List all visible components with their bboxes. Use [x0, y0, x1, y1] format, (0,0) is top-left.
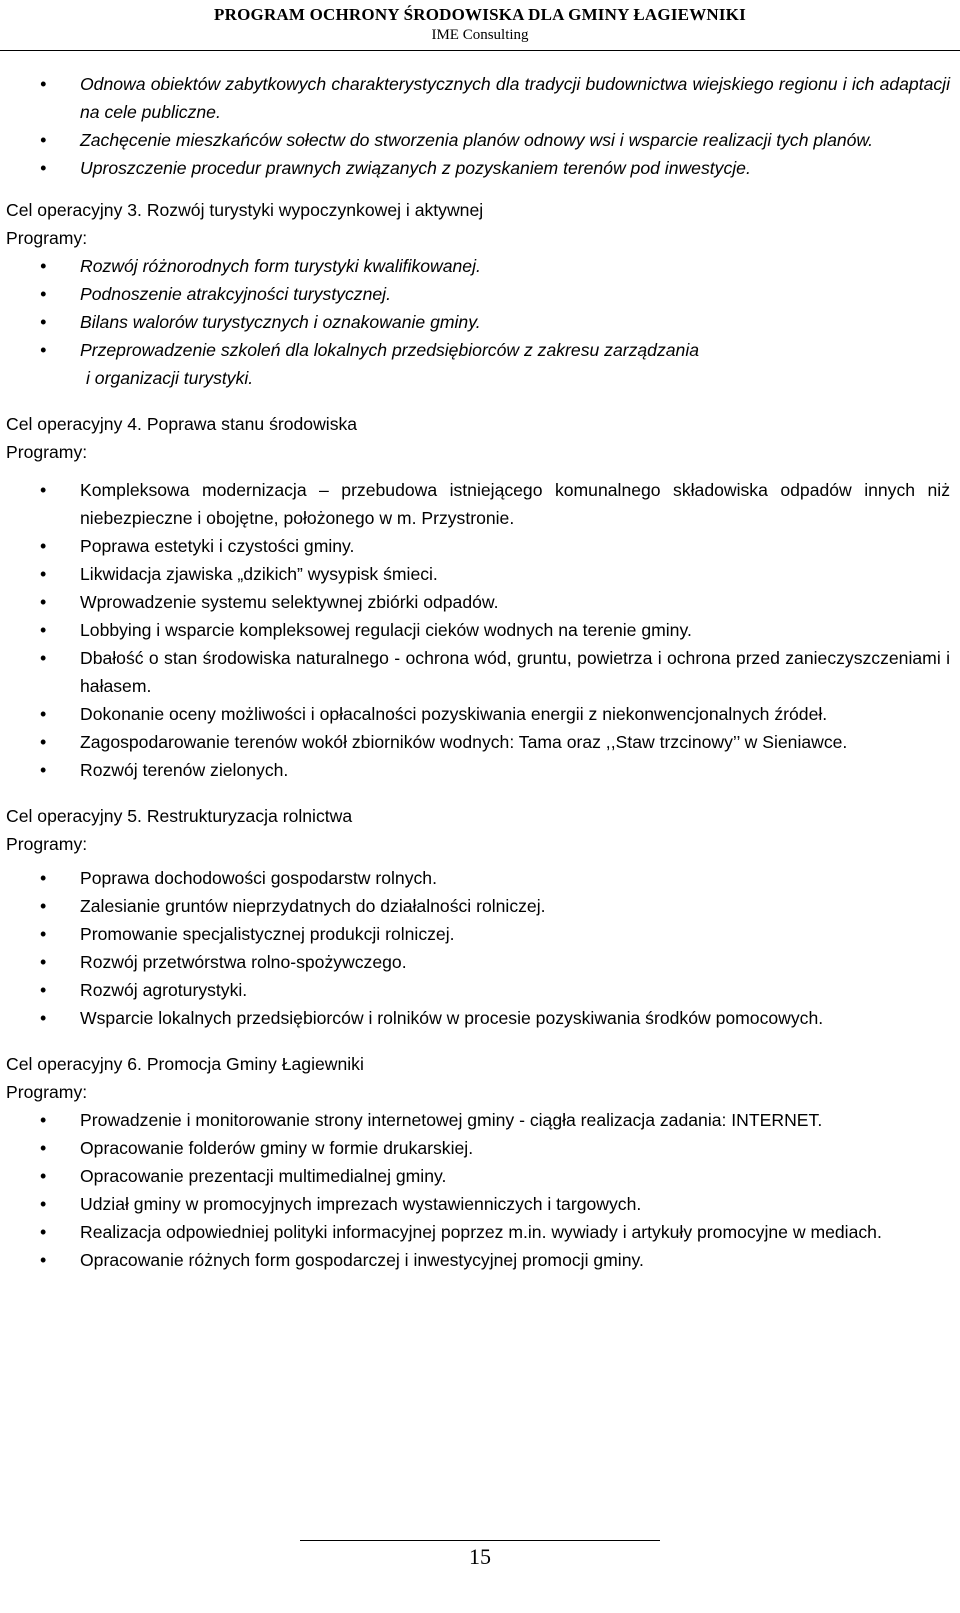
section-cel-6 [6, 1050, 958, 1274]
section-heading: Cel operacyjny 4. Poprawa stanu środowiska [6, 414, 358, 434]
list-item: • Rozwój terenów zielonych. [6, 756, 950, 784]
list-item: • Dbałość o stan środowiska naturalnego - ochrona wód, gruntu, powietrza i ochrona przed zanieczyszczeniami i hałasem. [6, 644, 950, 700]
list-item: • Rozwój różnorodnych form turystyki kwalifikowanej. [6, 252, 958, 280]
programs-label: Programy: [6, 834, 88, 854]
section-heading: Cel operacyjny 5. Restrukturyzacja rolnictwa [6, 806, 353, 826]
programs-label: Programy: [6, 228, 88, 248]
document-subtitle: IME Consulting [431, 27, 529, 43]
programs-list [6, 476, 958, 784]
section-cel-5 [6, 802, 958, 1032]
programs-label: Programy: [6, 1082, 88, 1102]
programs-list [6, 1106, 958, 1274]
list-item: • Realizacja odpowiedniej polityki informacyjnej poprzez m.in. wywiady i artykuły promocyjne w mediach. [6, 1218, 950, 1246]
list-item: • Udział gminy w promocyjnych imprezach wystawienniczych i targowych. [6, 1190, 950, 1218]
document-body [6, 70, 958, 1274]
list-item: • Likwidacja zjawiska „dzikich” wysypisk śmieci. [6, 560, 950, 588]
list-item: • Rozwój agroturystyki. [6, 976, 950, 1004]
page-number: 15 [469, 1544, 491, 1569]
list-item: • Zagospodarowanie terenów wokół zbiorników wodnych: Tama oraz ,,Staw trzcinowy’’ w Sieniawce. [6, 728, 950, 756]
programs-list [6, 252, 958, 392]
list-item: • Wsparcie lokalnych przedsiębiorców i rolników w procesie pozyskiwania środków pomocowych. [6, 1004, 950, 1032]
document-title: PROGRAM OCHRONY ŚRODOWISKA DLA GMINY ŁAGIEWNIKI [214, 5, 746, 24]
list-item: • Prowadzenie i monitorowanie strony internetowej gminy - ciągła realizacja zadania: INTERNET. [6, 1106, 950, 1134]
list-item: • Opracowanie folderów gminy w formie drukarskiej. [6, 1134, 950, 1162]
list-item: • Kompleksowa modernizacja – przebudowa istniejącego komunalnego składowiska odpadów innych niż niebezpieczne i obojętne, położonego w m. Przystronie. [6, 476, 950, 532]
list-item: • Rozwój przetwórstwa rolno-spożywczego. [6, 948, 950, 976]
section-cel-4 [6, 410, 958, 784]
list-item: • Podnoszenie atrakcyjności turystycznej. [6, 280, 958, 308]
list-item: • Dokonanie oceny możliwości i opłacalności pozyskiwania energii z niekonwencjonalnych źródeł. [6, 700, 950, 728]
section-heading: Cel operacyjny 6. Promocja Gminy Łagiewniki [6, 1054, 364, 1074]
list-item: • Przeprowadzenie szkoleń dla lokalnych przedsiębiorców z zakresu zarządzania [6, 336, 958, 364]
section-cel-3 [6, 196, 958, 392]
list-item: • Poprawa dochodowości gospodarstw rolnych. [6, 864, 950, 892]
footer-rule [300, 1540, 660, 1541]
list-item: • Promowanie specjalistycznej produkcji rolniczej. [6, 920, 950, 948]
list-item: • Uproszczenie procedur prawnych związanych z pozyskaniem terenów pod inwestycje. [6, 154, 950, 182]
list-item: • Bilans walorów turystycznych i oznakowanie gminy. [6, 308, 958, 336]
header-rule [0, 50, 960, 51]
programs-label: Programy: [6, 442, 88, 462]
list-item: • Odnowa obiektów zabytkowych charakterystycznych dla tradycji budownictwa wiejskiego regionu i ich adaptacji na cele publiczne. [6, 70, 950, 126]
list-item: • Zachęcenie mieszkańców sołectw do stworzenia planów odnowy wsi i wsparcie realizacji tych planów. [6, 126, 950, 154]
intro-list [6, 70, 958, 182]
page-header [0, 0, 960, 45]
section-heading: Cel operacyjny 3. Rozwój turystyki wypoczynkowej i aktywnej [6, 200, 484, 220]
list-item: • Opracowanie różnych form gospodarczej i inwestycyjnej promocji gminy. [6, 1246, 950, 1274]
list-item: • Opracowanie prezentacji multimedialnej gminy. [6, 1162, 950, 1190]
list-item: • Wprowadzenie systemu selektywnej zbiórki odpadów. [6, 588, 950, 616]
list-item: • Lobbying i wsparcie kompleksowej regulacji cieków wodnych na terenie gminy. [6, 616, 950, 644]
list-item: • Zalesianie gruntów nieprzydatnych do działalności rolniczej. [6, 892, 950, 920]
list-item-continuation: i organizacji turystyki. [86, 368, 254, 388]
programs-list [6, 864, 958, 1032]
list-item: • Poprawa estetyki i czystości gminy. [6, 532, 950, 560]
